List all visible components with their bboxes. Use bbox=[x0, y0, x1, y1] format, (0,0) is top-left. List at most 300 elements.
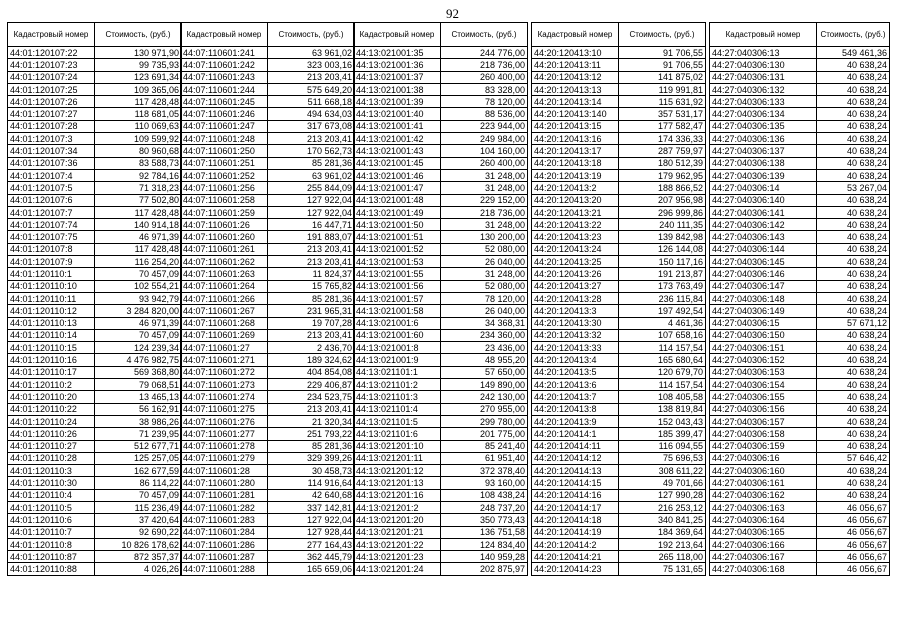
table-row bbox=[8, 538, 182, 550]
cadastral-number: 44:20:120413:16 bbox=[532, 133, 619, 145]
cadastral-number: 44:13:021001:8 bbox=[354, 342, 441, 354]
cadastral-number: 44:13:021001:53 bbox=[354, 256, 441, 268]
cost-value: 127 922,04 bbox=[268, 206, 355, 218]
cadastral-number: 44:27:040306:137 bbox=[710, 145, 817, 157]
cost-value: 61 951,40 bbox=[441, 452, 528, 464]
table-row bbox=[181, 83, 355, 95]
cadastral-number: 44:20:120413:33 bbox=[532, 342, 619, 354]
cadastral-number: 44:01:120110:15 bbox=[8, 342, 95, 354]
table-row bbox=[181, 47, 355, 59]
cadastral-number: 44:01:120107:27 bbox=[8, 108, 95, 120]
cost-value: 108 438,24 bbox=[441, 489, 528, 501]
cadastral-number: 44:07:110601:248 bbox=[181, 133, 268, 145]
cadastral-number: 44:27:040306:132 bbox=[710, 83, 817, 95]
table-row bbox=[532, 83, 706, 95]
table-row bbox=[8, 292, 182, 304]
cadastral-number: 44:01:120110:24 bbox=[8, 415, 95, 427]
cadastral-number: 44:13:021001:57 bbox=[354, 292, 441, 304]
cost-value: 92 690,22 bbox=[95, 526, 182, 538]
cadastral-number: 44:01:120110:8 bbox=[8, 538, 95, 550]
table-row bbox=[8, 120, 182, 132]
cost-value: 85 241,40 bbox=[441, 440, 528, 452]
table-row bbox=[8, 219, 182, 231]
table-row bbox=[181, 59, 355, 71]
cost-value: 202 875,97 bbox=[441, 563, 528, 575]
cost-value: 23 436,00 bbox=[441, 342, 528, 354]
table-row bbox=[532, 231, 706, 243]
cadastral-number: 44:13:021001:50 bbox=[354, 219, 441, 231]
cadastral-number: 44:01:120110:28 bbox=[8, 452, 95, 464]
cadastral-number: 44:20:120413:14 bbox=[532, 96, 619, 108]
cadastral-number: 44:20:120413:23 bbox=[532, 231, 619, 243]
table-row bbox=[8, 305, 182, 317]
table-row bbox=[8, 354, 182, 366]
table-row bbox=[710, 206, 890, 218]
table-row bbox=[354, 379, 528, 391]
table-row bbox=[8, 465, 182, 477]
cost-value: 4 476 982,75 bbox=[95, 354, 182, 366]
cost-value: 191 213,87 bbox=[619, 268, 706, 280]
table-row bbox=[181, 280, 355, 292]
cost-value: 213 203,41 bbox=[268, 133, 355, 145]
cadastral-number: 44:27:040306:146 bbox=[710, 268, 817, 280]
table-row bbox=[354, 59, 528, 71]
cost-value: 40 638,24 bbox=[817, 477, 890, 489]
cost-value: 26 040,00 bbox=[441, 305, 528, 317]
table-row bbox=[354, 280, 528, 292]
cadastral-number: 44:07:110601:275 bbox=[181, 403, 268, 415]
table-row bbox=[532, 280, 706, 292]
table-row bbox=[181, 342, 355, 354]
table-row bbox=[8, 194, 182, 206]
table-row bbox=[181, 120, 355, 132]
cost-value: 340 841,25 bbox=[619, 514, 706, 526]
cadastral-number: 44:27:040306:145 bbox=[710, 256, 817, 268]
cost-value: 40 638,24 bbox=[817, 403, 890, 415]
cadastral-number: 44:20:120413:19 bbox=[532, 169, 619, 181]
cadastral-number: 44:27:040306:131 bbox=[710, 71, 817, 83]
cadastral-number: 44:27:040306:138 bbox=[710, 157, 817, 169]
cadastral-number: 44:27:040306:141 bbox=[710, 206, 817, 218]
cadastral-number: 44:13:021201:2 bbox=[354, 501, 441, 513]
cadastral-number: 44:27:040306:162 bbox=[710, 489, 817, 501]
cost-value: 40 638,24 bbox=[817, 145, 890, 157]
table-header-row bbox=[8, 23, 182, 47]
table-row bbox=[354, 563, 528, 575]
cadastral-number: 44:07:110601:282 bbox=[181, 501, 268, 513]
cost-value: 223 944,00 bbox=[441, 120, 528, 132]
table-row bbox=[710, 145, 890, 157]
cadastral-number: 44:07:110601:26 bbox=[181, 219, 268, 231]
cadastral-number: 44:13:021001:58 bbox=[354, 305, 441, 317]
cost-value: 75 696,53 bbox=[619, 452, 706, 464]
cost-value: 115 236,49 bbox=[95, 501, 182, 513]
table-row bbox=[8, 47, 182, 59]
cost-value: 46 971,39 bbox=[95, 231, 182, 243]
cadastral-number: 44:20:120413:12 bbox=[532, 71, 619, 83]
table-row bbox=[710, 292, 890, 304]
table-row bbox=[710, 182, 890, 194]
table-row bbox=[354, 551, 528, 563]
cost-value: 104 160,00 bbox=[441, 145, 528, 157]
cadastral-number: 44:13:021001:45 bbox=[354, 157, 441, 169]
cost-value: 116 094,55 bbox=[619, 440, 706, 452]
cost-value: 139 842,98 bbox=[619, 231, 706, 243]
cost-value: 248 737,20 bbox=[441, 501, 528, 513]
table-row bbox=[354, 96, 528, 108]
cadastral-number: 44:07:110601:242 bbox=[181, 59, 268, 71]
table-row bbox=[354, 219, 528, 231]
cost-value: 40 638,24 bbox=[817, 169, 890, 181]
cost-value: 40 638,24 bbox=[817, 157, 890, 169]
cadastral-number: 44:01:120110:87 bbox=[8, 551, 95, 563]
cadastral-number: 44:07:110601:269 bbox=[181, 329, 268, 341]
table-row bbox=[354, 108, 528, 120]
table-row bbox=[710, 268, 890, 280]
cadastral-number: 44:27:040306:167 bbox=[710, 551, 817, 563]
cost-value: 40 638,24 bbox=[817, 133, 890, 145]
cost-value: 21 320,34 bbox=[268, 415, 355, 427]
cost-value: 63 961,02 bbox=[268, 47, 355, 59]
cadastral-number: 44:01:120110:5 bbox=[8, 501, 95, 513]
table-row bbox=[181, 366, 355, 378]
cost-value: 260 400,00 bbox=[441, 71, 528, 83]
cost-value: 70 457,09 bbox=[95, 489, 182, 501]
cost-value: 357 531,17 bbox=[619, 108, 706, 120]
cost-value: 265 118,00 bbox=[619, 551, 706, 563]
table-row bbox=[532, 194, 706, 206]
cadastral-number: 44:27:040306:14 bbox=[710, 182, 817, 194]
table-row bbox=[532, 108, 706, 120]
cadastral-number: 44:07:110601:261 bbox=[181, 243, 268, 255]
cadastral-number: 44:27:040306:164 bbox=[710, 514, 817, 526]
table-row bbox=[532, 133, 706, 145]
table-row bbox=[181, 71, 355, 83]
table-row bbox=[354, 477, 528, 489]
cost-value: 26 040,00 bbox=[441, 256, 528, 268]
cost-value: 40 638,24 bbox=[817, 305, 890, 317]
cadastral-number: 44:13:021101:4 bbox=[354, 403, 441, 415]
cost-value: 140 914,18 bbox=[95, 219, 182, 231]
cadastral-number: 44:13:021001:43 bbox=[354, 145, 441, 157]
cost-value: 71 239,95 bbox=[95, 428, 182, 440]
cadastral-number: 44:20:120413:25 bbox=[532, 256, 619, 268]
table-row bbox=[710, 83, 890, 95]
table-row bbox=[354, 366, 528, 378]
cost-value: 118 681,05 bbox=[95, 108, 182, 120]
cadastral-number: 44:01:120110:12 bbox=[8, 305, 95, 317]
cost-value: 213 203,41 bbox=[268, 256, 355, 268]
cadastral-number: 44:13:021201:13 bbox=[354, 477, 441, 489]
cadastral-number: 44:27:040306:15 bbox=[710, 317, 817, 329]
cadastral-number: 44:13:021101:1 bbox=[354, 366, 441, 378]
cost-value: 165 680,64 bbox=[619, 354, 706, 366]
cost-value: 218 736,00 bbox=[441, 59, 528, 71]
cadastral-number: 44:20:120413:26 bbox=[532, 268, 619, 280]
cadastral-number: 44:13:021201:12 bbox=[354, 465, 441, 477]
cost-value: 299 780,00 bbox=[441, 415, 528, 427]
cadastral-number: 44:13:021001:37 bbox=[354, 71, 441, 83]
cost-value: 191 883,07 bbox=[268, 231, 355, 243]
cost-value: 189 324,62 bbox=[268, 354, 355, 366]
cadastral-number: 44:07:110601:281 bbox=[181, 489, 268, 501]
page-number: 92 bbox=[446, 6, 459, 21]
cadastral-number: 44:27:040306:13 bbox=[710, 47, 817, 59]
cost-value: 46 056,67 bbox=[817, 563, 890, 575]
cadastral-number: 44:27:040306:147 bbox=[710, 280, 817, 292]
cadastral-number: 44:20:120413:2 bbox=[532, 182, 619, 194]
table-row bbox=[181, 243, 355, 255]
cadastral-number: 44:07:110601:247 bbox=[181, 120, 268, 132]
table-row bbox=[8, 317, 182, 329]
cost-value: 40 638,24 bbox=[817, 280, 890, 292]
cost-value: 126 144,08 bbox=[619, 243, 706, 255]
cost-value: 79 068,51 bbox=[95, 379, 182, 391]
table-row bbox=[8, 452, 182, 464]
cadastral-number: 44:20:120413:8 bbox=[532, 403, 619, 415]
cadastral-number: 44:20:120413:17 bbox=[532, 145, 619, 157]
cost-value: 4 461,36 bbox=[619, 317, 706, 329]
cost-value: 34 368,31 bbox=[441, 317, 528, 329]
cadastral-number: 44:07:110601:258 bbox=[181, 194, 268, 206]
table-row bbox=[181, 145, 355, 157]
cost-value: 177 582,47 bbox=[619, 120, 706, 132]
cost-value: 83 328,00 bbox=[441, 83, 528, 95]
table-row bbox=[354, 206, 528, 218]
table-row bbox=[710, 514, 890, 526]
cost-value: 337 142,81 bbox=[268, 501, 355, 513]
cadastral-number: 44:13:021001:6 bbox=[354, 317, 441, 329]
cadastral-number: 44:07:110601:245 bbox=[181, 96, 268, 108]
cadastral-number: 44:20:120413:21 bbox=[532, 206, 619, 218]
cadastral-number: 44:07:110601:284 bbox=[181, 526, 268, 538]
table-row bbox=[181, 354, 355, 366]
cadastral-number: 44:20:120413:4 bbox=[532, 354, 619, 366]
cost-value: 63 961,02 bbox=[268, 169, 355, 181]
table-row bbox=[532, 292, 706, 304]
cost-value: 40 638,24 bbox=[817, 268, 890, 280]
table-row bbox=[8, 526, 182, 538]
table-row bbox=[532, 415, 706, 427]
cadastral-number: 44:13:021001:38 bbox=[354, 83, 441, 95]
cadastral-number: 44:20:120414:21 bbox=[532, 551, 619, 563]
table-row bbox=[710, 219, 890, 231]
cadastral-number: 44:27:040306:142 bbox=[710, 219, 817, 231]
cost-value: 31 248,00 bbox=[441, 182, 528, 194]
cadastral-number: 44:01:120107:7 bbox=[8, 206, 95, 218]
cadastral-number: 44:13:021101:5 bbox=[354, 415, 441, 427]
cadastral-number: 44:01:120110:27 bbox=[8, 440, 95, 452]
cadastral-number: 44:20:120414:11 bbox=[532, 440, 619, 452]
table-row bbox=[710, 563, 890, 575]
cadastral-number: 44:20:120413:22 bbox=[532, 219, 619, 231]
cadastral-number: 44:27:040306:135 bbox=[710, 120, 817, 132]
cadastral-number: 44:07:110601:263 bbox=[181, 268, 268, 280]
cadastral-number: 44:07:110601:274 bbox=[181, 391, 268, 403]
cadastral-number: 44:07:110601:260 bbox=[181, 231, 268, 243]
table-row bbox=[181, 563, 355, 575]
cost-value: 120 679,70 bbox=[619, 366, 706, 378]
cost-value: 31 248,00 bbox=[441, 169, 528, 181]
cadastral-number: 44:01:120110:22 bbox=[8, 403, 95, 415]
cost-value: 40 638,24 bbox=[817, 354, 890, 366]
cadastral-number: 44:13:021001:48 bbox=[354, 194, 441, 206]
table-row bbox=[710, 96, 890, 108]
table-row bbox=[8, 157, 182, 169]
table-row bbox=[532, 317, 706, 329]
table-row bbox=[8, 391, 182, 403]
table-header-row bbox=[181, 23, 355, 47]
cadastral-number: 44:27:040306:165 bbox=[710, 526, 817, 538]
cost-value: 127 990,28 bbox=[619, 489, 706, 501]
cadastral-number: 44:20:120414:1 bbox=[532, 428, 619, 440]
cost-value: 40 638,24 bbox=[817, 391, 890, 403]
cost-value: 70 457,09 bbox=[95, 329, 182, 341]
cadastral-number: 44:13:021201:20 bbox=[354, 514, 441, 526]
cost-value: 85 281,36 bbox=[268, 157, 355, 169]
cost-value: 40 638,24 bbox=[817, 366, 890, 378]
cadastral-number: 44:07:110601:241 bbox=[181, 47, 268, 59]
cost-value: 11 824,37 bbox=[268, 268, 355, 280]
table-row bbox=[181, 305, 355, 317]
table-row bbox=[710, 538, 890, 550]
cadastral-number: 44:27:040306:134 bbox=[710, 108, 817, 120]
cadastral-number: 44:13:021001:56 bbox=[354, 280, 441, 292]
cost-value: 13 465,13 bbox=[95, 391, 182, 403]
cadastral-number: 44:01:120107:22 bbox=[8, 47, 95, 59]
table-row bbox=[354, 292, 528, 304]
cadastral-number: 44:20:120414:19 bbox=[532, 526, 619, 538]
table-row bbox=[532, 145, 706, 157]
header-kadastr: Кадастровый номер bbox=[710, 23, 817, 47]
cadastral-number: 44:13:021201:21 bbox=[354, 526, 441, 538]
cadastral-number: 44:20:120413:30 bbox=[532, 317, 619, 329]
cadastral-number: 44:20:120413:15 bbox=[532, 120, 619, 132]
table-row bbox=[354, 465, 528, 477]
cost-value: 119 991,81 bbox=[619, 83, 706, 95]
cadastral-number: 44:27:040306:153 bbox=[710, 366, 817, 378]
cost-value: 52 080,00 bbox=[441, 243, 528, 255]
table-row bbox=[354, 169, 528, 181]
cost-value: 152 043,43 bbox=[619, 415, 706, 427]
cadastral-number: 44:27:040306:161 bbox=[710, 477, 817, 489]
cost-value: 512 677,71 bbox=[95, 440, 182, 452]
cost-value: 102 554,21 bbox=[95, 280, 182, 292]
cadastral-number: 44:01:120107:28 bbox=[8, 120, 95, 132]
cadastral-number: 44:20:120413:28 bbox=[532, 292, 619, 304]
cost-value: 78 120,00 bbox=[441, 292, 528, 304]
cost-value: 40 638,24 bbox=[817, 83, 890, 95]
cost-value: 110 069,63 bbox=[95, 120, 182, 132]
table-row bbox=[354, 489, 528, 501]
cadastral-number: 44:13:021001:47 bbox=[354, 182, 441, 194]
cadastral-number: 44:01:120110:4 bbox=[8, 489, 95, 501]
table-row bbox=[181, 452, 355, 464]
cost-value: 88 536,00 bbox=[441, 108, 528, 120]
table-row bbox=[710, 256, 890, 268]
cost-value: 404 854,08 bbox=[268, 366, 355, 378]
cost-value: 40 638,24 bbox=[817, 256, 890, 268]
cadastral-table bbox=[353, 22, 528, 576]
cost-value: 350 773,43 bbox=[441, 514, 528, 526]
table-row bbox=[354, 268, 528, 280]
cost-value: 180 512,39 bbox=[619, 157, 706, 169]
table-row bbox=[532, 403, 706, 415]
table-row bbox=[710, 366, 890, 378]
cost-value: 46 971,39 bbox=[95, 317, 182, 329]
cadastral-number: 44:27:040306:149 bbox=[710, 305, 817, 317]
table-row bbox=[710, 379, 890, 391]
table-row bbox=[8, 71, 182, 83]
table-row bbox=[181, 379, 355, 391]
cadastral-number: 44:27:040306:144 bbox=[710, 243, 817, 255]
cost-value: 38 986,26 bbox=[95, 415, 182, 427]
cadastral-table bbox=[709, 22, 890, 576]
cost-value: 329 399,26 bbox=[268, 452, 355, 464]
cadastral-number: 44:27:040306:140 bbox=[710, 194, 817, 206]
table-row bbox=[710, 465, 890, 477]
cost-value: 130 200,00 bbox=[441, 231, 528, 243]
cost-value: 85 281,36 bbox=[268, 292, 355, 304]
cadastral-number: 44:20:120413:18 bbox=[532, 157, 619, 169]
table-row bbox=[710, 47, 890, 59]
table-row bbox=[354, 452, 528, 464]
cost-value: 40 638,24 bbox=[817, 415, 890, 427]
cost-value: 57 671,12 bbox=[817, 317, 890, 329]
cadastral-number: 44:07:110601:271 bbox=[181, 354, 268, 366]
table-row bbox=[181, 538, 355, 550]
cadastral-number: 44:01:120107:9 bbox=[8, 256, 95, 268]
table-row bbox=[532, 354, 706, 366]
cost-value: 85 281,36 bbox=[268, 440, 355, 452]
table-row bbox=[354, 391, 528, 403]
cadastral-number: 44:27:040306:154 bbox=[710, 379, 817, 391]
cadastral-number: 44:01:120107:74 bbox=[8, 219, 95, 231]
table-row bbox=[710, 489, 890, 501]
table-row bbox=[354, 194, 528, 206]
table-row bbox=[354, 120, 528, 132]
table-row bbox=[181, 157, 355, 169]
cost-value: 149 890,00 bbox=[441, 379, 528, 391]
table-row bbox=[532, 379, 706, 391]
cost-value: 197 492,54 bbox=[619, 305, 706, 317]
cadastral-number: 44:01:120107:75 bbox=[8, 231, 95, 243]
table-row bbox=[8, 96, 182, 108]
cost-value: 244 776,00 bbox=[441, 47, 528, 59]
table-row bbox=[354, 83, 528, 95]
cadastral-number: 44:13:021001:60 bbox=[354, 329, 441, 341]
table-row bbox=[532, 526, 706, 538]
table-row bbox=[181, 219, 355, 231]
cadastral-number: 44:20:120414:23 bbox=[532, 563, 619, 575]
table-row bbox=[710, 231, 890, 243]
table-row bbox=[181, 440, 355, 452]
table-row bbox=[710, 440, 890, 452]
table-row bbox=[8, 342, 182, 354]
cadastral-number: 44:07:110601:250 bbox=[181, 145, 268, 157]
table-row bbox=[181, 182, 355, 194]
cost-value: 173 763,49 bbox=[619, 280, 706, 292]
cadastral-number: 44:01:120107:5 bbox=[8, 182, 95, 194]
table-row bbox=[710, 391, 890, 403]
cost-value: 114 157,54 bbox=[619, 379, 706, 391]
table-row bbox=[8, 256, 182, 268]
table-row bbox=[354, 403, 528, 415]
cost-value: 49 701,66 bbox=[619, 477, 706, 489]
table-row bbox=[710, 477, 890, 489]
cadastral-number: 44:01:120107:4 bbox=[8, 169, 95, 181]
cadastral-number: 44:07:110601:277 bbox=[181, 428, 268, 440]
